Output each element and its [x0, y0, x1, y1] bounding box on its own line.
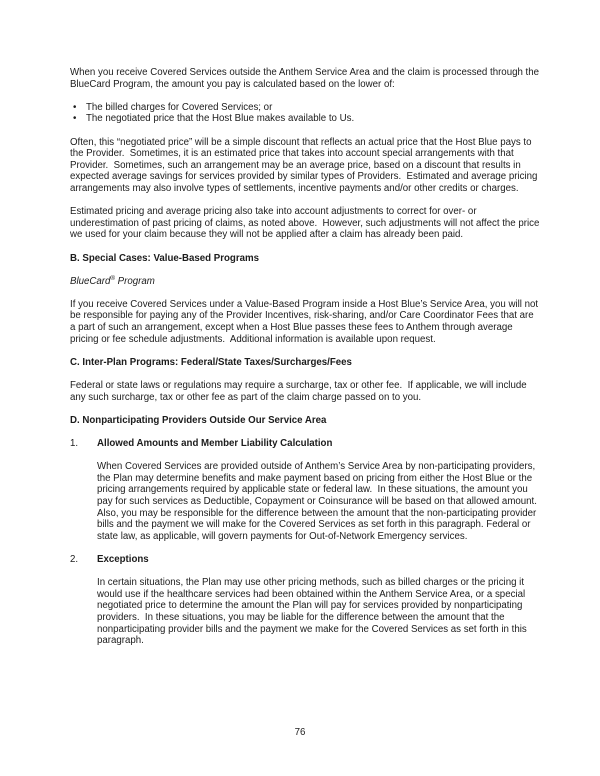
lower-of-list — [70, 102, 540, 125]
item-title: Allowed Amounts and Member Liability Calculation — [97, 438, 333, 449]
surcharge-paragraph: Federal or state laws or regulations may require a surcharge, tax or other fee. If applicable, we will include any such surcharge, tax or other fee as part of the claim charge passed on to you. — [70, 380, 530, 403]
registered-trademark-symbol: ® — [110, 274, 115, 282]
negotiated-price-paragraph: Often, this “negotiated price” will be a simple discount that reflects an actual price that the Host Blue pays to the Provider. Sometimes, it is an estimated price that takes into account special arrangements with that Provider. Sometimes, such an arrangement may be an average price, based on a discount that results in expected average savings for services provided by similar types of Providers. Estimated and average pricing arrangements may also involve types of settlements, incentive payments and/or other credits or charges. — [70, 136, 541, 194]
section-d-heading: D. Nonparticipating Providers Outside Our Service Area — [70, 414, 327, 426]
item-number: 2. — [70, 553, 79, 565]
list-item-text: The billed charges for Covered Services; or — [86, 101, 273, 113]
section-c-heading: C. Inter-Plan Programs: Federal/State Taxes/Surcharges/Fees — [70, 356, 352, 368]
bluecard-program-subheading — [70, 276, 540, 288]
bullet-icon: • — [73, 113, 77, 125]
list-item — [70, 102, 540, 114]
numbered-item-2-heading — [70, 554, 540, 566]
item-number: 1. — [70, 438, 79, 449]
list-item-text: The negotiated price that the Host Blue makes available to Us. — [86, 113, 355, 125]
bluecard-suffix: Program — [114, 275, 155, 287]
bluecard-name: BlueCard — [70, 275, 111, 287]
section-b-heading: B. Special Cases: Value-Based Programs — [70, 252, 259, 264]
estimated-pricing-paragraph: Estimated pricing and average pricing also take into account adjustments to correct for over- or underestimation of past pricing of claims, as noted above. However, such adjustments will not affect the price we used for your claim because they will not be applied after a claim has already been paid. — [70, 206, 543, 241]
list-item — [70, 113, 540, 125]
bullet-icon: • — [73, 101, 77, 113]
page-number: 76 — [294, 727, 306, 738]
item-title: Exceptions — [97, 553, 149, 565]
numbered-item-2-body: In certain situations, the Plan may use other pricing methods, such as billed charges or the pricing it would use if the healthcare services had been obtained within the Anthem Service Area, or a special negotiated price to determine the amount the Plan will pay for services provided by nonparticipating providers. In these situations, you may be liable for the difference between the amount that the nonparticipating provider bills and the payment we make for the Covered Services as set forth in this paragraph. — [97, 577, 530, 647]
intro-paragraph: When you receive Covered Services outside the Anthem Service Area and the claim is processed through the BlueCard Program, the amount you pay is calculated based on the lower of: — [70, 67, 542, 90]
numbered-item-1-body: When Covered Services are provided outside of Anthem’s Service Area by non-participating providers, the Plan may determine benefits and make payment based on pricing from either the Host Blue or the pricing arrangements required by applicable state or federal law. In these situations, the amount you pay for such services as Deductible, Copayment or Coinsurance will be based on that allowed amount. Also, you may be responsible for the difference between the amount that the non-participating provider bills and the payment we will make for the Covered Services as set forth in this paragraph. Federal or state law, as applicable, will govern payments for Out-of-Network Emergency services. — [97, 461, 542, 542]
numbered-item-1-heading — [70, 438, 540, 450]
value-based-paragraph: If you receive Covered Services under a Value-Based Program inside a Host Blue’s Service Area, you will not be responsible for paying any of the Provider Incentives, risk-sharing, and/or Care Coordinator Fees that are a part of such an arrangement, except when a Host Blue passes these fees to Anthem through average pricing or fee schedule adjustments. Additional information is available upon request. — [70, 298, 541, 345]
